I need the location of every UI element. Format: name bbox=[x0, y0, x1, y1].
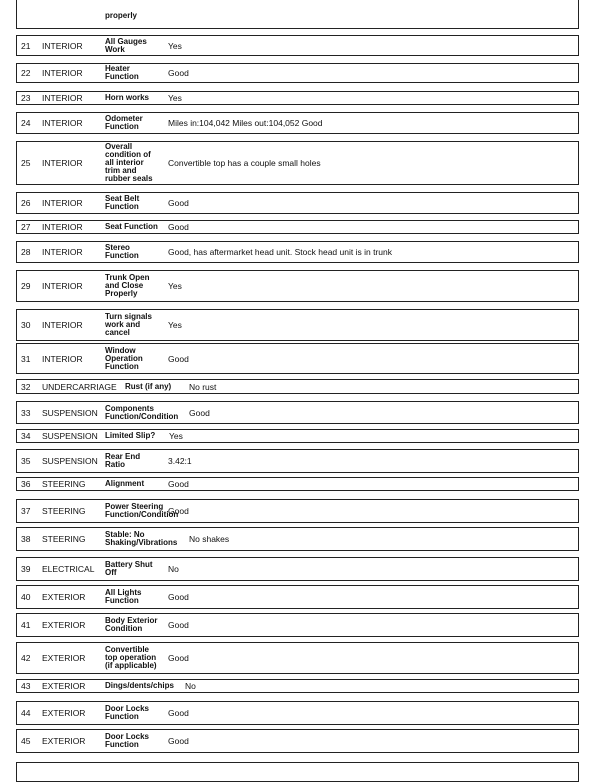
row-item: Body Exterior Condition bbox=[105, 616, 158, 633]
row-category: SUSPENSION bbox=[42, 407, 98, 418]
row-number: 42 bbox=[21, 653, 31, 663]
row-number: 40 bbox=[21, 592, 31, 602]
table-row bbox=[16, 343, 579, 374]
row-item: Trunk Open and Close Properly bbox=[105, 273, 150, 298]
row-category: INTERIOR bbox=[42, 40, 83, 51]
table-row bbox=[16, 613, 579, 637]
row-category: EXTERIOR bbox=[42, 653, 86, 663]
row-number: 32 bbox=[21, 381, 31, 392]
row-number: 27 bbox=[21, 222, 31, 232]
row-value: Good bbox=[168, 222, 189, 232]
table-row bbox=[16, 499, 579, 523]
row-number: 35 bbox=[21, 456, 31, 466]
row-item: Door Locks Function bbox=[105, 704, 150, 721]
row-value: Good bbox=[168, 653, 189, 663]
row-number: 34 bbox=[21, 431, 31, 441]
row-value: Yes bbox=[169, 431, 183, 441]
row-number: 30 bbox=[21, 320, 31, 330]
row-number: 26 bbox=[21, 198, 31, 208]
row-item: properly bbox=[105, 11, 138, 20]
row-category: INTERIOR bbox=[42, 281, 83, 291]
table-row bbox=[16, 241, 579, 263]
row-item: Rear End Ratio bbox=[105, 452, 141, 469]
row-item: Power Steering Function/Condition bbox=[105, 502, 179, 519]
row-item: Stable: No Shaking/Vibrations bbox=[105, 530, 178, 547]
row-number: 45 bbox=[21, 736, 31, 746]
row-number: 33 bbox=[21, 407, 31, 418]
table-row bbox=[16, 477, 579, 491]
row-number: 39 bbox=[21, 564, 31, 574]
row-category: ELECTRICAL bbox=[42, 564, 95, 574]
next-row-fragment bbox=[16, 762, 579, 782]
row-category: EXTERIOR bbox=[42, 592, 86, 602]
row-category: UNDERCARRIAGE bbox=[42, 381, 117, 392]
row-value: Yes bbox=[168, 320, 182, 330]
row-category: EXTERIOR bbox=[42, 708, 86, 718]
row-value: Good, has aftermarket head unit. Stock head unit is in trunk bbox=[168, 247, 392, 257]
row-number: 25 bbox=[21, 158, 31, 168]
table-row bbox=[16, 270, 579, 302]
row-number: 23 bbox=[21, 93, 31, 103]
row-category: EXTERIOR bbox=[42, 681, 86, 691]
row-value: Miles in:104,042 Miles out:104,052 Good bbox=[168, 118, 323, 128]
row-value: Yes bbox=[168, 40, 182, 51]
row-item: Alignment bbox=[105, 479, 145, 488]
row-category: INTERIOR bbox=[42, 320, 83, 330]
row-value: Good bbox=[168, 592, 189, 602]
table-row bbox=[16, 729, 579, 753]
row-item: Horn works bbox=[105, 93, 150, 102]
row-category: INTERIOR bbox=[42, 68, 83, 78]
row-number: 21 bbox=[21, 40, 31, 51]
row-item: Odometer Function bbox=[105, 114, 143, 131]
row-category: INTERIOR bbox=[42, 118, 83, 128]
row-value: Yes bbox=[168, 93, 182, 103]
row-item: Door Locks Function bbox=[105, 732, 150, 749]
table-row bbox=[16, 401, 579, 424]
table-row bbox=[16, 701, 579, 725]
row-category: SUSPENSION bbox=[42, 456, 98, 466]
row-item: Seat Belt Function bbox=[105, 194, 140, 211]
table-row bbox=[16, 585, 579, 609]
row-number: 22 bbox=[21, 68, 31, 78]
row-number: 31 bbox=[21, 353, 31, 364]
row-category: STEERING bbox=[42, 534, 86, 544]
row-number: 41 bbox=[21, 620, 31, 630]
row-category: SUSPENSION bbox=[42, 431, 98, 441]
table-row bbox=[16, 63, 579, 83]
table-row bbox=[16, 35, 579, 56]
row-item: All Gauges Work bbox=[105, 36, 147, 54]
row-item: Overall condition of all interior trim and rubber seals bbox=[105, 142, 153, 183]
row-value: No bbox=[185, 681, 196, 691]
row-number: 24 bbox=[21, 118, 31, 128]
row-category: EXTERIOR bbox=[42, 736, 86, 746]
row-item: All Lights Function bbox=[105, 588, 142, 605]
row-category: STEERING bbox=[42, 506, 86, 516]
table-row bbox=[16, 679, 579, 693]
table-row bbox=[16, 379, 579, 394]
row-category: EXTERIOR bbox=[42, 620, 86, 630]
row-item: Battery Shut Off bbox=[105, 560, 153, 577]
table-row bbox=[16, 141, 579, 185]
table-row bbox=[16, 309, 579, 341]
row-number: 37 bbox=[21, 506, 31, 516]
row-value: No rust bbox=[189, 381, 217, 392]
table-row bbox=[16, 220, 579, 234]
row-number: 29 bbox=[21, 281, 31, 291]
row-value: 3.42:1 bbox=[168, 456, 192, 466]
row-value: Good bbox=[189, 407, 210, 418]
row-item: Turn signals work and cancel bbox=[105, 312, 152, 337]
row-value: Good bbox=[168, 353, 189, 364]
row-value: Good bbox=[168, 620, 189, 630]
table-row bbox=[16, 449, 579, 473]
table-row bbox=[16, 557, 579, 581]
row-item: Stereo Function bbox=[105, 243, 139, 260]
row-category: INTERIOR bbox=[42, 353, 83, 364]
table-row bbox=[16, 112, 579, 134]
row-item: Components Function/Condition bbox=[105, 403, 179, 421]
row-value: Good bbox=[168, 68, 189, 78]
table-row bbox=[16, 642, 579, 674]
row-value: No bbox=[168, 564, 179, 574]
row-number: 44 bbox=[21, 708, 31, 718]
table-row bbox=[16, 429, 579, 443]
row-value: Good bbox=[168, 198, 189, 208]
row-item: Dings/dents/chips bbox=[105, 681, 174, 690]
row-item: Rust (if any) bbox=[125, 381, 172, 391]
row-value: Good bbox=[168, 708, 189, 718]
row-item: Convertible top operation (if applicable) bbox=[105, 645, 157, 670]
row-item: Seat Function bbox=[105, 222, 158, 231]
table-row bbox=[16, 192, 579, 214]
row-item: Heater Function bbox=[105, 64, 139, 81]
row-item: Limited Slip? bbox=[105, 431, 156, 440]
row-value: Good bbox=[168, 506, 189, 516]
table-row bbox=[16, 91, 579, 105]
row-value: Yes bbox=[168, 281, 182, 291]
row-category: INTERIOR bbox=[42, 247, 83, 257]
row-category: INTERIOR bbox=[42, 158, 83, 168]
row-value: No shakes bbox=[189, 534, 230, 544]
row-value: Convertible top has a couple small holes bbox=[168, 158, 321, 168]
row-number: 43 bbox=[21, 681, 31, 691]
row-category: INTERIOR bbox=[42, 93, 83, 103]
row-category: INTERIOR bbox=[42, 222, 83, 232]
row-number: 36 bbox=[21, 479, 31, 489]
row-value: Good bbox=[168, 736, 189, 746]
continued-row-fragment bbox=[16, 0, 579, 29]
table-row bbox=[16, 527, 579, 551]
row-category: STEERING bbox=[42, 479, 86, 489]
row-value: Good bbox=[168, 479, 189, 489]
row-category: INTERIOR bbox=[42, 198, 83, 208]
row-item: Window Operation Function bbox=[105, 345, 143, 371]
row-number: 28 bbox=[21, 247, 31, 257]
row-number: 38 bbox=[21, 534, 31, 544]
